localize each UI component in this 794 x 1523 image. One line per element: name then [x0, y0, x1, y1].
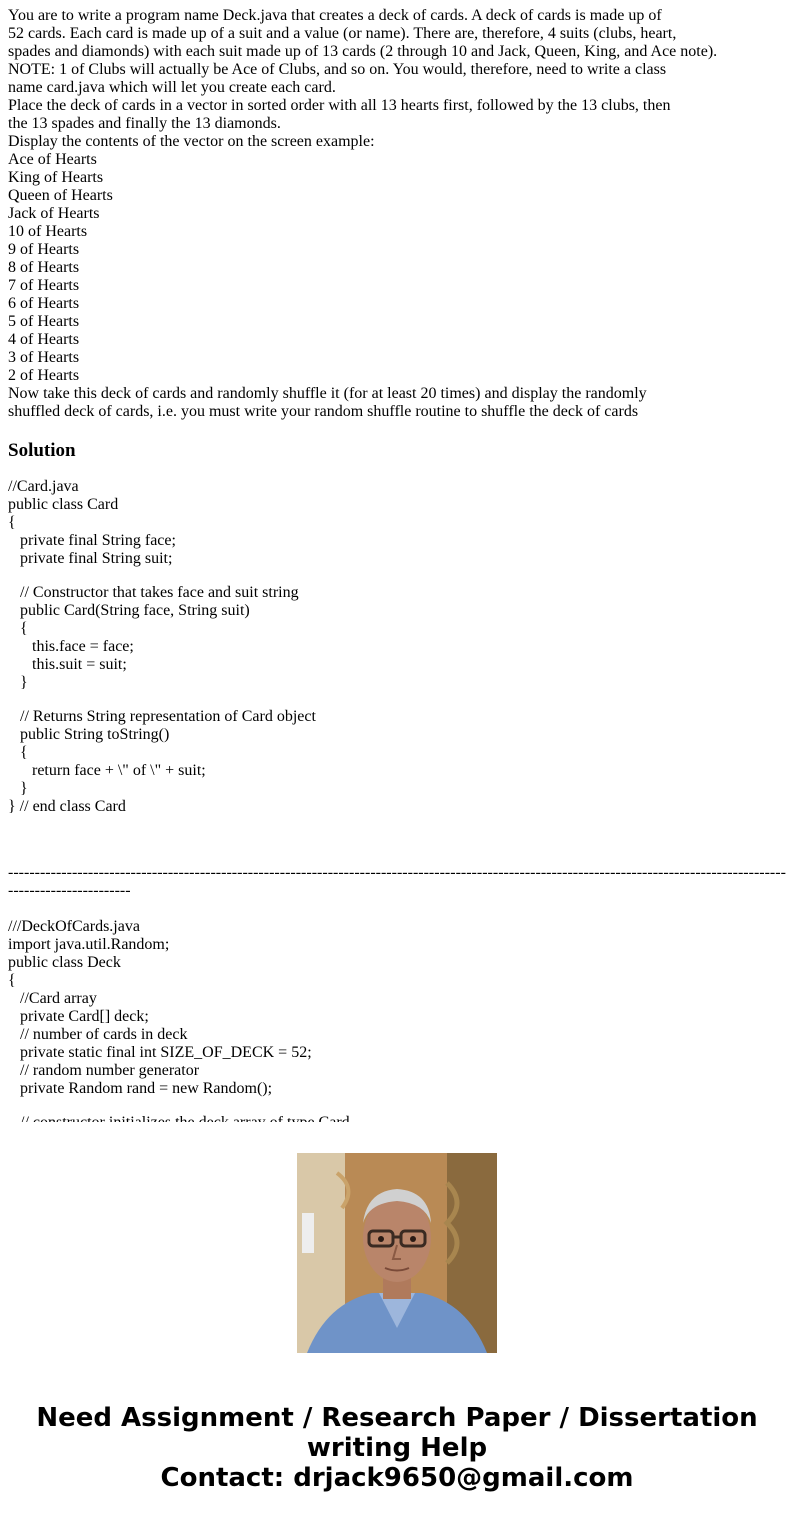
text-line: public String toString() [8, 726, 170, 743]
text-line: private Random rand = new Random(); [8, 1080, 273, 1097]
text-line: return face + \" of \" + suit; [8, 762, 206, 779]
solution-heading: Solution [8, 440, 76, 461]
text-line: { [8, 514, 16, 531]
help-banner [0, 1403, 794, 1493]
text-line: name card.java which will let you create each card. [8, 79, 336, 96]
text-line: Place the deck of cards in a vector in sorted order with all 13 hearts first, followed by the 13 clubs, then [8, 97, 671, 114]
footer-ad [0, 1122, 794, 1523]
text-line: } // end class Card [8, 798, 126, 815]
text-line: King of Hearts [8, 169, 104, 186]
text-line: Now take this deck of cards and randomly shuffle it (for at least 20 times) and display the randomly [8, 385, 647, 402]
spacer [8, 816, 788, 848]
text-line: } [8, 674, 28, 691]
question-text [8, 7, 788, 421]
text-line: import java.util.Random; [8, 936, 170, 953]
text-line: // number of cards in deck [8, 1026, 188, 1043]
author-photo-image [297, 1153, 497, 1353]
text-line: this.face = face; [8, 638, 134, 655]
text-line: Jack of Hearts [8, 205, 100, 222]
text-line: { [8, 744, 28, 761]
author-photo [297, 1153, 497, 1353]
text-line: // Returns String representation of Card object [8, 708, 316, 725]
text-line: Queen of Hearts [8, 187, 113, 204]
text-line: private final String face; [8, 532, 176, 549]
text-line: Display the contents of the vector on the screen example: [8, 133, 375, 150]
text-line: 2 of Hearts [8, 367, 80, 384]
text-line: 7 of Hearts [8, 277, 80, 294]
banner-line-2: writing Help [306, 1433, 488, 1463]
text-line: } [8, 780, 28, 797]
text-line: { [8, 620, 28, 637]
text-line: private final String suit; [8, 550, 173, 567]
text-line: public class Deck [8, 954, 121, 971]
text-line: 3 of Hearts [8, 349, 80, 366]
text-line: the 13 spades and finally the 13 diamonds. [8, 115, 281, 132]
text-line: this.suit = suit; [8, 656, 127, 673]
text-line: public Card(String face, String suit) [8, 602, 250, 619]
text-line: // random number generator [8, 1062, 200, 1079]
text-line: // Constructor that takes face and suit string [8, 584, 299, 601]
text-line: spades and diamonds) with each suit made up of 13 cards (2 through 10 and Jack, Queen, King, and Ace note). [8, 43, 718, 60]
text-line: //Card.java [8, 478, 79, 495]
text-line: NOTE: 1 of Clubs will actually be Ace of Clubs, and so on. You would, therefore, need to write a class [8, 61, 667, 78]
blank-line [8, 692, 788, 708]
card-java-code [8, 478, 788, 816]
separator-line: ------------------------------------------------------------------------------------------------------------------------------------------------------------------------- [8, 864, 786, 899]
text-line: shuffled deck of cards, i.e. you must write your random shuffle routine to shuffle the deck of cards [8, 403, 639, 420]
deck-java-code [8, 918, 788, 1150]
text-line: 10 of Hearts [8, 223, 88, 240]
document-body [8, 7, 788, 1122]
text-line: private static final int SIZE_OF_DECK = 52; [8, 1044, 312, 1061]
text-line: 4 of Hearts [8, 331, 80, 348]
text-line: 6 of Hearts [8, 295, 80, 312]
text-line: public class Card [8, 496, 119, 513]
banner-line-1: Need Assignment / Research Paper / Dissertation [36, 1403, 758, 1433]
blank-line [8, 568, 788, 584]
banner-line-3: Contact: drjack9650@gmail.com [160, 1463, 634, 1493]
text-line: 9 of Hearts [8, 241, 80, 258]
text-line: 52 cards. Each card is made up of a suit and a value (or name). There are, therefore, 4 suits (clubs, heart, [8, 25, 677, 42]
text-line: Ace of Hearts [8, 151, 97, 168]
blank-line [8, 1098, 788, 1114]
text-line: 8 of Hearts [8, 259, 80, 276]
text-line: 5 of Hearts [8, 313, 80, 330]
text-line: ///DeckOfCards.java [8, 918, 140, 935]
text-line: You are to write a program name Deck.java that creates a deck of cards. A deck of cards is made up of [8, 7, 662, 24]
text-line: //Card array [8, 990, 97, 1007]
text-line: { [8, 972, 16, 989]
text-line: private Card[] deck; [8, 1008, 149, 1025]
